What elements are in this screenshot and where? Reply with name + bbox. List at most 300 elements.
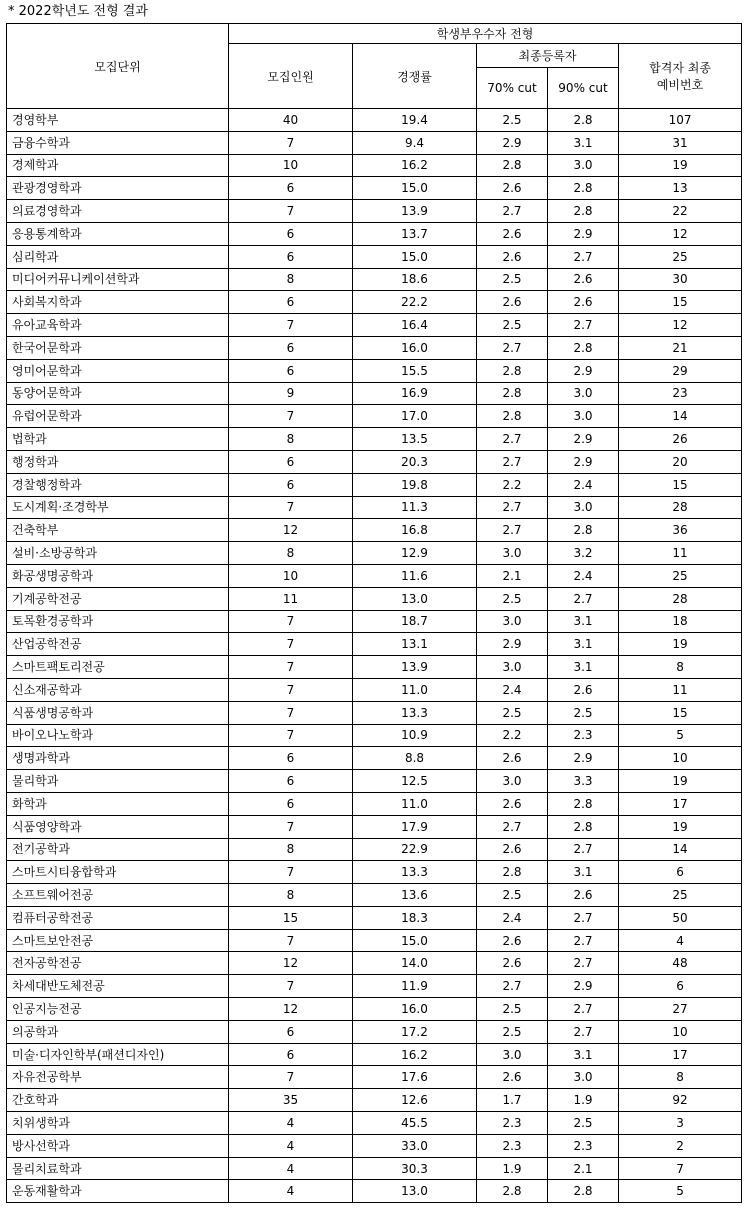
cell-department: 소프트웨어전공	[7, 884, 229, 907]
cell-quota: 6	[229, 336, 353, 359]
table-row	[7, 884, 742, 907]
cell-cut90: 2.6	[548, 678, 619, 701]
cell-cut90: 2.9	[548, 975, 619, 998]
cell-cut70: 2.7	[477, 496, 548, 519]
cell-competition-ratio: 18.7	[353, 610, 477, 633]
cell-cut70: 3.0	[477, 1043, 548, 1066]
table-row	[7, 177, 742, 200]
table-row	[7, 633, 742, 656]
cell-waitlist-number: 11	[619, 542, 742, 565]
cell-department: 물리치료학과	[7, 1157, 229, 1180]
cell-department: 사회복지학과	[7, 291, 229, 314]
header-waitlist	[619, 44, 742, 109]
cell-department: 신소재공학과	[7, 678, 229, 701]
cell-cut70: 2.5	[477, 884, 548, 907]
cell-department: 유아교육학과	[7, 314, 229, 337]
cell-competition-ratio: 13.5	[353, 428, 477, 451]
table-row	[7, 314, 742, 337]
cell-competition-ratio: 13.9	[353, 200, 477, 223]
cell-competition-ratio: 11.6	[353, 564, 477, 587]
cell-department: 법학과	[7, 428, 229, 451]
cell-department: 금융수학과	[7, 131, 229, 154]
table-row	[7, 359, 742, 382]
cell-quota: 7	[229, 861, 353, 884]
cell-quota: 11	[229, 587, 353, 610]
cell-cut90: 2.8	[548, 336, 619, 359]
cell-quota: 7	[229, 610, 353, 633]
cell-cut90: 2.8	[548, 109, 619, 132]
cell-department: 설비·소방공학과	[7, 542, 229, 565]
cell-waitlist-number: 5	[619, 1180, 742, 1203]
cell-department: 전기공학과	[7, 838, 229, 861]
cell-waitlist-number: 17	[619, 792, 742, 815]
cell-competition-ratio: 15.0	[353, 245, 477, 268]
cell-waitlist-number: 28	[619, 587, 742, 610]
cell-waitlist-number: 25	[619, 884, 742, 907]
cell-cut70: 2.5	[477, 587, 548, 610]
header-unit: 모집단위	[7, 24, 229, 109]
cell-cut70: 2.6	[477, 291, 548, 314]
table-row	[7, 564, 742, 587]
table-row	[7, 1180, 742, 1203]
cell-quota: 10	[229, 154, 353, 177]
cell-cut70: 3.0	[477, 770, 548, 793]
cell-cut90: 3.0	[548, 154, 619, 177]
cell-quota: 12	[229, 952, 353, 975]
table-row	[7, 770, 742, 793]
cell-cut90: 3.1	[548, 1043, 619, 1066]
cell-competition-ratio: 12.6	[353, 1089, 477, 1112]
cell-cut90: 2.4	[548, 564, 619, 587]
cell-department: 전자공학전공	[7, 952, 229, 975]
cell-cut90: 2.9	[548, 428, 619, 451]
cell-competition-ratio: 9.4	[353, 131, 477, 154]
cell-competition-ratio: 13.1	[353, 633, 477, 656]
cell-cut70: 2.8	[477, 1180, 548, 1203]
cell-cut90: 1.9	[548, 1089, 619, 1112]
table-row	[7, 656, 742, 679]
cell-waitlist-number: 7	[619, 1157, 742, 1180]
cell-waitlist-number: 12	[619, 314, 742, 337]
cell-quota: 7	[229, 929, 353, 952]
table-row	[7, 610, 742, 633]
table-row	[7, 473, 742, 496]
cell-cut90: 2.6	[548, 884, 619, 907]
cell-cut90: 3.0	[548, 405, 619, 428]
cell-department: 생명과학과	[7, 747, 229, 770]
table-row	[7, 450, 742, 473]
cell-cut70: 2.5	[477, 701, 548, 724]
cell-quota: 6	[229, 770, 353, 793]
cell-cut90: 2.9	[548, 747, 619, 770]
cell-department: 화학과	[7, 792, 229, 815]
cell-cut70: 2.6	[477, 792, 548, 815]
cell-cut70: 2.6	[477, 1066, 548, 1089]
cell-waitlist-number: 30	[619, 268, 742, 291]
table-row	[7, 815, 742, 838]
cell-quota: 7	[229, 1066, 353, 1089]
cell-cut70: 2.7	[477, 519, 548, 542]
cell-competition-ratio: 16.8	[353, 519, 477, 542]
cell-waitlist-number: 6	[619, 975, 742, 998]
cell-quota: 12	[229, 519, 353, 542]
table-row	[7, 496, 742, 519]
table-row	[7, 724, 742, 747]
table-row	[7, 405, 742, 428]
cell-cut90: 2.7	[548, 952, 619, 975]
cell-competition-ratio: 15.0	[353, 177, 477, 200]
table-row	[7, 268, 742, 291]
cell-competition-ratio: 11.3	[353, 496, 477, 519]
cell-waitlist-number: 25	[619, 245, 742, 268]
cell-competition-ratio: 17.0	[353, 405, 477, 428]
cell-competition-ratio: 11.0	[353, 792, 477, 815]
cell-quota: 12	[229, 998, 353, 1021]
cell-department: 식품생명공학과	[7, 701, 229, 724]
table-row	[7, 678, 742, 701]
cell-department: 행정학과	[7, 450, 229, 473]
table-row	[7, 1066, 742, 1089]
cell-waitlist-number: 11	[619, 678, 742, 701]
table-row	[7, 929, 742, 952]
cell-department: 건축학부	[7, 519, 229, 542]
cell-waitlist-number: 4	[619, 929, 742, 952]
cell-waitlist-number: 10	[619, 1020, 742, 1043]
table-row	[7, 291, 742, 314]
cell-competition-ratio: 15.5	[353, 359, 477, 382]
cell-quota: 7	[229, 131, 353, 154]
cell-quota: 6	[229, 245, 353, 268]
cell-cut70: 2.6	[477, 222, 548, 245]
cell-waitlist-number: 26	[619, 428, 742, 451]
cell-cut90: 3.3	[548, 770, 619, 793]
cell-quota: 6	[229, 1020, 353, 1043]
cell-quota: 6	[229, 177, 353, 200]
cell-competition-ratio: 22.2	[353, 291, 477, 314]
table-body	[7, 109, 742, 1203]
cell-competition-ratio: 15.0	[353, 929, 477, 952]
cell-department: 심리학과	[7, 245, 229, 268]
cell-cut90: 3.0	[548, 496, 619, 519]
table-row	[7, 906, 742, 929]
cell-department: 동양어문학과	[7, 382, 229, 405]
table-row	[7, 519, 742, 542]
cell-waitlist-number: 48	[619, 952, 742, 975]
cell-waitlist-number: 28	[619, 496, 742, 519]
cell-department: 컴퓨터공학전공	[7, 906, 229, 929]
cell-quota: 8	[229, 884, 353, 907]
cell-cut70: 3.0	[477, 656, 548, 679]
cell-competition-ratio: 12.5	[353, 770, 477, 793]
cell-cut90: 2.7	[548, 314, 619, 337]
cell-department: 치위생학과	[7, 1112, 229, 1135]
cell-competition-ratio: 13.6	[353, 884, 477, 907]
table-row	[7, 1089, 742, 1112]
cell-department: 운동재활학과	[7, 1180, 229, 1203]
cell-waitlist-number: 13	[619, 177, 742, 200]
cell-quota: 7	[229, 815, 353, 838]
cell-competition-ratio: 16.2	[353, 154, 477, 177]
cell-competition-ratio: 18.3	[353, 906, 477, 929]
admission-results-table	[6, 23, 742, 1203]
cell-quota: 7	[229, 633, 353, 656]
cell-cut90: 3.1	[548, 610, 619, 633]
cell-cut90: 2.7	[548, 998, 619, 1021]
cell-competition-ratio: 16.0	[353, 998, 477, 1021]
cell-cut70: 2.1	[477, 564, 548, 587]
cell-department: 경제학과	[7, 154, 229, 177]
cell-department: 도시계획·조경학부	[7, 496, 229, 519]
cell-quota: 6	[229, 1043, 353, 1066]
cell-waitlist-number: 3	[619, 1112, 742, 1135]
cell-waitlist-number: 25	[619, 564, 742, 587]
cell-quota: 7	[229, 701, 353, 724]
table-row	[7, 1043, 742, 1066]
cell-cut90: 2.7	[548, 1020, 619, 1043]
table-row	[7, 952, 742, 975]
cell-quota: 8	[229, 268, 353, 291]
cell-cut90: 2.7	[548, 906, 619, 929]
cell-competition-ratio: 19.4	[353, 109, 477, 132]
cell-quota: 7	[229, 496, 353, 519]
cell-cut70: 2.6	[477, 929, 548, 952]
cell-cut70: 2.8	[477, 861, 548, 884]
cell-competition-ratio: 10.9	[353, 724, 477, 747]
cell-waitlist-number: 17	[619, 1043, 742, 1066]
cell-waitlist-number: 27	[619, 998, 742, 1021]
cell-waitlist-number: 5	[619, 724, 742, 747]
cell-department: 인공지능전공	[7, 998, 229, 1021]
cell-competition-ratio: 13.3	[353, 701, 477, 724]
cell-waitlist-number: 23	[619, 382, 742, 405]
cell-competition-ratio: 13.0	[353, 587, 477, 610]
cell-waitlist-number: 22	[619, 200, 742, 223]
header-cut90: 90% cut	[548, 68, 619, 109]
table-row	[7, 336, 742, 359]
cell-competition-ratio: 11.9	[353, 975, 477, 998]
table-row	[7, 861, 742, 884]
table-row	[7, 1134, 742, 1157]
cell-quota: 7	[229, 724, 353, 747]
cell-quota: 9	[229, 382, 353, 405]
cell-cut90: 2.5	[548, 701, 619, 724]
cell-competition-ratio: 13.0	[353, 1180, 477, 1203]
cell-cut70: 2.8	[477, 382, 548, 405]
table-caption: * 2022학년도 전형 결과	[8, 4, 148, 19]
cell-department: 한국어문학과	[7, 336, 229, 359]
cell-cut70: 2.7	[477, 336, 548, 359]
cell-competition-ratio: 12.9	[353, 542, 477, 565]
cell-waitlist-number: 19	[619, 770, 742, 793]
cell-waitlist-number: 8	[619, 1066, 742, 1089]
cell-waitlist-number: 14	[619, 838, 742, 861]
cell-cut70: 2.6	[477, 838, 548, 861]
cell-quota: 7	[229, 678, 353, 701]
cell-cut70: 2.4	[477, 906, 548, 929]
cell-quota: 6	[229, 473, 353, 496]
cell-cut90: 3.2	[548, 542, 619, 565]
cell-quota: 6	[229, 792, 353, 815]
table-row	[7, 154, 742, 177]
cell-competition-ratio: 30.3	[353, 1157, 477, 1180]
cell-cut90: 2.3	[548, 724, 619, 747]
cell-cut70: 2.6	[477, 245, 548, 268]
cell-competition-ratio: 17.9	[353, 815, 477, 838]
cell-quota: 35	[229, 1089, 353, 1112]
cell-cut70: 3.0	[477, 610, 548, 633]
cell-department: 화공생명공학과	[7, 564, 229, 587]
cell-competition-ratio: 16.0	[353, 336, 477, 359]
cell-quota: 4	[229, 1112, 353, 1135]
cell-cut90: 2.1	[548, 1157, 619, 1180]
cell-waitlist-number: 20	[619, 450, 742, 473]
cell-cut70: 2.6	[477, 177, 548, 200]
cell-cut90: 2.9	[548, 359, 619, 382]
cell-cut70: 2.7	[477, 428, 548, 451]
cell-cut90: 2.8	[548, 177, 619, 200]
cell-waitlist-number: 6	[619, 861, 742, 884]
cell-waitlist-number: 29	[619, 359, 742, 382]
cell-department: 차세대반도체전공	[7, 975, 229, 998]
header-quota: 모집인원	[229, 44, 353, 109]
cell-cut90: 2.8	[548, 792, 619, 815]
table-row	[7, 747, 742, 770]
cell-department: 기계공학전공	[7, 587, 229, 610]
cell-cut90: 2.9	[548, 450, 619, 473]
cell-quota: 4	[229, 1180, 353, 1203]
table-header	[7, 24, 742, 109]
cell-cut90: 2.4	[548, 473, 619, 496]
cell-department: 간호학과	[7, 1089, 229, 1112]
cell-quota: 4	[229, 1134, 353, 1157]
cell-quota: 8	[229, 428, 353, 451]
table-row	[7, 222, 742, 245]
cell-waitlist-number: 15	[619, 473, 742, 496]
cell-department: 미디어커뮤니케이션학과	[7, 268, 229, 291]
cell-cut90: 2.5	[548, 1112, 619, 1135]
cell-department: 토목환경공학과	[7, 610, 229, 633]
cell-waitlist-number: 10	[619, 747, 742, 770]
cell-competition-ratio: 13.9	[353, 656, 477, 679]
cell-quota: 8	[229, 838, 353, 861]
cell-department: 유럽어문학과	[7, 405, 229, 428]
cell-cut70: 2.8	[477, 154, 548, 177]
cell-competition-ratio: 13.7	[353, 222, 477, 245]
cell-quota: 15	[229, 906, 353, 929]
table-row	[7, 1157, 742, 1180]
cell-quota: 7	[229, 200, 353, 223]
cell-quota: 7	[229, 314, 353, 337]
table-row	[7, 109, 742, 132]
cell-department: 자유전공학부	[7, 1066, 229, 1089]
cell-cut90: 2.6	[548, 268, 619, 291]
cell-cut70: 2.5	[477, 998, 548, 1021]
cell-competition-ratio: 17.2	[353, 1020, 477, 1043]
table-row	[7, 245, 742, 268]
table-row	[7, 838, 742, 861]
cell-cut70: 1.9	[477, 1157, 548, 1180]
table-row	[7, 701, 742, 724]
cell-waitlist-number: 50	[619, 906, 742, 929]
cell-cut90: 3.1	[548, 656, 619, 679]
cell-cut90: 3.1	[548, 861, 619, 884]
cell-cut90: 3.0	[548, 382, 619, 405]
cell-quota: 6	[229, 359, 353, 382]
cell-waitlist-number: 36	[619, 519, 742, 542]
cell-cut70: 2.4	[477, 678, 548, 701]
cell-department: 식품영양학과	[7, 815, 229, 838]
table-row	[7, 792, 742, 815]
cell-waitlist-number: 14	[619, 405, 742, 428]
cell-waitlist-number: 8	[619, 656, 742, 679]
cell-cut90: 3.1	[548, 633, 619, 656]
cell-cut70: 2.6	[477, 747, 548, 770]
table-row	[7, 998, 742, 1021]
cell-department: 물리학과	[7, 770, 229, 793]
cell-competition-ratio: 16.4	[353, 314, 477, 337]
cell-department: 스마트보안전공	[7, 929, 229, 952]
cell-cut70: 2.5	[477, 109, 548, 132]
cell-cut90: 2.7	[548, 587, 619, 610]
cell-quota: 10	[229, 564, 353, 587]
cell-cut90: 2.7	[548, 245, 619, 268]
cell-competition-ratio: 13.3	[353, 861, 477, 884]
cell-department: 의료경영학과	[7, 200, 229, 223]
cell-quota: 6	[229, 450, 353, 473]
cell-competition-ratio: 16.9	[353, 382, 477, 405]
cell-cut90: 2.6	[548, 291, 619, 314]
cell-waitlist-number: 2	[619, 1134, 742, 1157]
cell-waitlist-number: 107	[619, 109, 742, 132]
cell-cut90: 2.8	[548, 200, 619, 223]
cell-cut70: 2.6	[477, 952, 548, 975]
cell-quota: 40	[229, 109, 353, 132]
cell-waitlist-number: 19	[619, 633, 742, 656]
table-row	[7, 131, 742, 154]
cell-waitlist-number: 92	[619, 1089, 742, 1112]
cell-cut70: 2.8	[477, 359, 548, 382]
cell-competition-ratio: 33.0	[353, 1134, 477, 1157]
cell-department: 응용통계학과	[7, 222, 229, 245]
cell-quota: 8	[229, 542, 353, 565]
cell-competition-ratio: 17.6	[353, 1066, 477, 1089]
cell-department: 영미어문학과	[7, 359, 229, 382]
cell-competition-ratio: 45.5	[353, 1112, 477, 1135]
cell-cut90: 2.3	[548, 1134, 619, 1157]
cell-cut70: 2.3	[477, 1112, 548, 1135]
cell-cut70: 2.5	[477, 268, 548, 291]
cell-cut70: 2.7	[477, 975, 548, 998]
cell-cut70: 1.7	[477, 1089, 548, 1112]
header-waitlist-line1: 합격자 최종	[649, 61, 711, 75]
cell-quota: 6	[229, 222, 353, 245]
cell-cut70: 2.5	[477, 314, 548, 337]
header-final-registrants: 최종등록자	[477, 44, 619, 68]
cell-cut90: 3.0	[548, 1066, 619, 1089]
cell-competition-ratio: 22.9	[353, 838, 477, 861]
cell-department: 관광경영학과	[7, 177, 229, 200]
cell-quota: 7	[229, 975, 353, 998]
cell-cut70: 2.5	[477, 1020, 548, 1043]
header-waitlist-line2: 예비번호	[656, 78, 704, 92]
cell-department: 미술·디자인학부(패션디자인)	[7, 1043, 229, 1066]
cell-department: 경찰행정학과	[7, 473, 229, 496]
header-cut70: 70% cut	[477, 68, 548, 109]
cell-competition-ratio: 16.2	[353, 1043, 477, 1066]
cell-waitlist-number: 15	[619, 291, 742, 314]
cell-waitlist-number: 19	[619, 815, 742, 838]
cell-quota: 6	[229, 291, 353, 314]
